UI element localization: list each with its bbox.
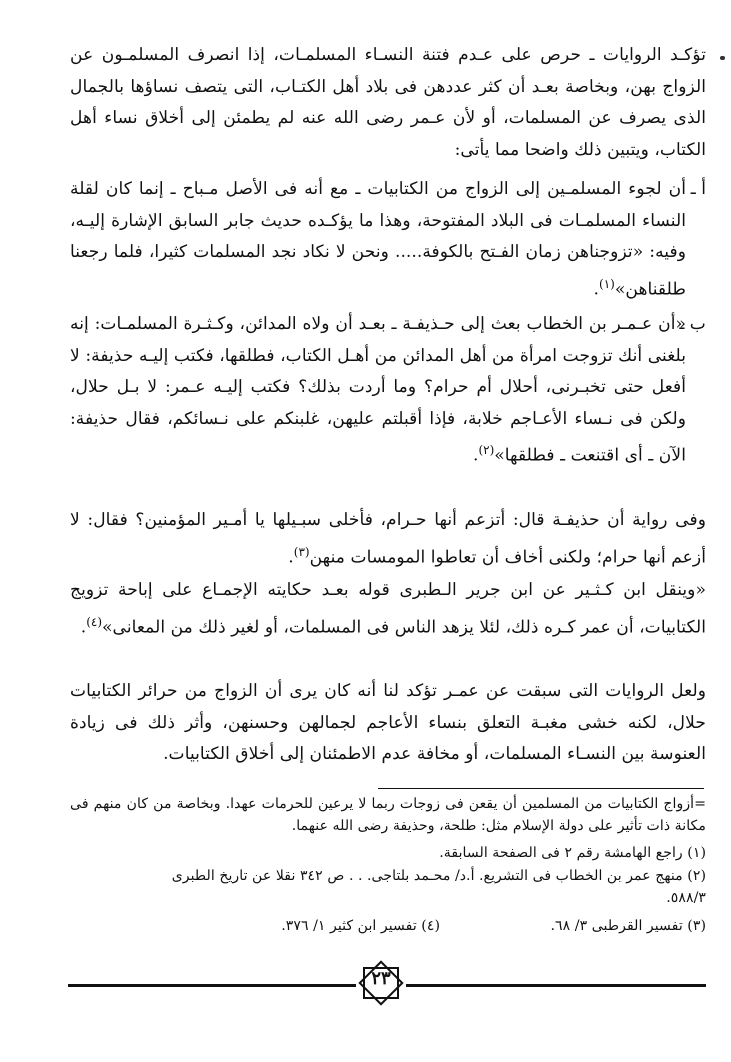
hudhayfa-text: وفى رواية أن حذيفـة قال: أتزعم أنها حـرام، فأخلى سبـيلها يا أمـير المؤمنين؟ فقال: لا أزعم أنها حرام؛ ولكنى أخاف أن تعاطوا المومسات منهن: [70, 510, 706, 568]
intro-paragraph: [70, 40, 706, 166]
item-b-body: [70, 309, 686, 472]
footnote-2: (٢) منهج عمر بن الخطاب فى التشريع. أ.د/ محـمد بلتاجى. . . ص ٣٤٢ نقلا عن تاريخ الطبرى: [171, 868, 706, 884]
footnote-continuation-text: =أزواج الكتابيات من المسلمين أن يقعن فى زوجات ربما لا يرعين للحرمات عهدا. وبخاصة من كان منهم فى مكانة ذات تأثير على دولة الإسلام مثل: طلحة، وحذيفة رضى الله عنهما.: [70, 796, 706, 834]
footnote-1: (١) راجع الهامشة رقم ٢ فى الصفحة السابقة.: [439, 845, 706, 861]
footnote-4: (٤) تفسير ابن كثير ١/ ٣٧٦.: [281, 918, 440, 934]
bottom-rule-left: [68, 984, 356, 987]
footnote-ref-3: (٣): [293, 544, 310, 559]
item-b-text: «أن عـمـر بن الخطاب بعث إلى حـذيفـة ـ بعـد أن ولاه المدائن، وكـثـرة المسلمـات: إنه بلغنى أنك تزوجت امرأة من أهل المدائن من أهـل الكتاب، فطلقها، فكتب إليـه حذيفة: لا أفعل حتى تخبـرنى، أحلال أم حرام؟ وما أردت بذلك؟ فكتب إليـه عـمر: لا بـل حلال، ولكن فى نـساء الأعـاجم خلابة، فإذا أقبلتم عليهن، غلبنكم على نـسائكم، فقال حذيفة: الآن ـ أى اقتنعت ـ فطلقها»: [70, 314, 686, 466]
tabari-end: .: [80, 617, 87, 638]
hudhayfa-paragraph: [70, 505, 706, 574]
hudhayfa-end: .: [288, 547, 294, 568]
tabari-text: «وينقل ابن كـثـير عن ابن جرير الـطبرى قوله بعـد حكايته الإجمـاع على إباحة تزويج الكتابيات، أن عمر كـره ذلك، لئلا يزهد الناس فى المسلمات، أو لغير ذلك من المعانى»: [70, 580, 706, 638]
tabari-paragraph: [70, 575, 706, 644]
item-b-end: .: [472, 445, 479, 466]
footnote-3: (٣) تفسير القرطبى ٣/ ٦٨.: [550, 918, 706, 934]
item-a-body: [70, 174, 686, 306]
conclusion-text: ولعل الروايات التى سبقت عن عمـر تؤكد لنا أنه كان يرى أن الزواج من حرائر الكتابيات حلال، لكنه خشى مغبـة التعلق بنساء الأعاجم لجمالهن وحسنهن، وأثر ذلك فى زيادة العنوسة بين النسـاء المسلمات، أو مخافة عدم الاطمئنان إلى أخلاق الكتابيات.: [70, 681, 706, 764]
footnote-ref-1: (١): [599, 276, 615, 291]
item-a-marker: أ ـ: [690, 179, 706, 199]
margin-mark: [720, 56, 725, 60]
page-number: ٢٣: [371, 968, 391, 989]
item-b: [70, 309, 706, 472]
footnote-separator: [378, 788, 704, 789]
bottom-rule-right: [406, 984, 706, 987]
footnote-ref-2: (٢): [478, 443, 495, 457]
conclusion-paragraph: [70, 676, 706, 771]
footnote-ref-4: (٤): [86, 614, 103, 629]
item-a: [70, 174, 706, 306]
item-b-marker: ب ـ: [679, 314, 706, 334]
footnote-continuation: [70, 793, 706, 837]
footnote-2-continued: ٥٨٨/٣.: [666, 890, 706, 906]
item-a-end: .: [593, 279, 600, 300]
intro-text: تؤكـد الروايات ـ حرص على عـدم فتنة النسـاء المسلمـات، إذا انصرف المسلمـون عن الزواج بهن، وبخاصة بعـد أن كثر عددهن فى بلاد أهل الكتـاب، التى يتصف نساؤها بالجمال الذى يصرف عن المسلمات، أو لأن عـمر رضى الله عنه لم يطمئن إلى أخلاق نساء أهل الكتاب، ويتبين ذلك واضحا مما يأتى:: [70, 45, 706, 160]
item-a-text: أن لجوء المسلمـين إلى الزواج من الكتابيات ـ مع أنه فى الأصل مـباح ـ إنما كان لقلة النساء المسلمـات فى البلاد المفتوحة، وهذا ما يؤكـده حديث جابر السابق الإشارة إليـه، وفيه: «تزوجناهن زمان الفـتح بالكوفة..... ونحن لا نكاد نجد المسلمات كثيرا، فلما رجعنا طلقناهن»: [70, 179, 686, 300]
